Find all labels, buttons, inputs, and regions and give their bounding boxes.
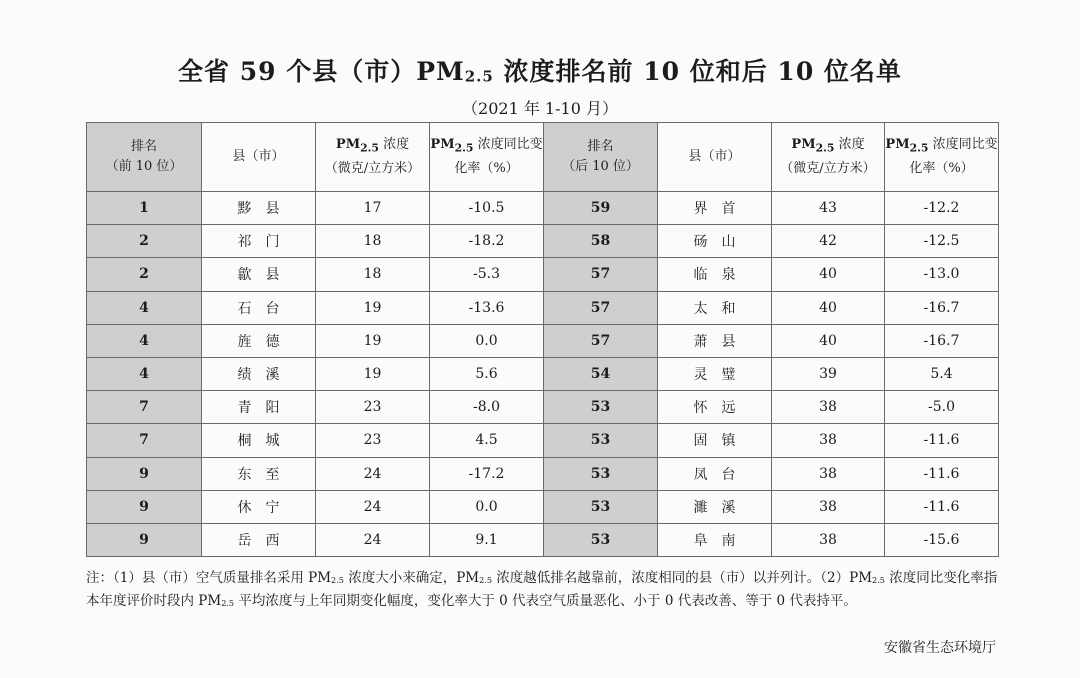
header-county-bottom: 县（市）	[658, 123, 772, 192]
top-pm-cell: 23	[316, 391, 430, 424]
top-pm-cell: 19	[316, 324, 430, 357]
top-pm-cell: 19	[316, 291, 430, 324]
page-subtitle: （2021 年 1-10 月）	[462, 99, 618, 118]
header-pm-bottom: $PM_{2.5}$ 浓度 （微克/立方米）	[772, 123, 885, 192]
bottom-county-cell: 凤台	[658, 457, 772, 490]
top-change-cell: 5.6	[430, 357, 544, 390]
top-county-cell: 休宁	[202, 490, 316, 523]
table-header-row	[87, 123, 999, 192]
header-rank-bottom: 排名 （后 10 位）	[544, 123, 658, 192]
bottom-change-cell: -11.6	[885, 457, 999, 490]
bottom-pm-cell: 40	[772, 258, 885, 291]
top-change-cell: 4.5	[430, 424, 544, 457]
top-rank-cell: 9	[87, 457, 202, 490]
bottom-change-cell: -12.5	[885, 225, 999, 258]
top-rank-cell: 2	[87, 258, 202, 291]
bottom-county-cell: 界首	[658, 192, 772, 225]
table-row	[87, 490, 999, 523]
top-rank-cell: 9	[87, 523, 202, 556]
top-rank-cell: 4	[87, 357, 202, 390]
bottom-county-cell: 萧县	[658, 324, 772, 357]
top-pm-cell: 19	[316, 357, 430, 390]
table-row	[87, 324, 999, 357]
bottom-rank-cell: 53	[544, 490, 658, 523]
bottom-rank-cell: 57	[544, 258, 658, 291]
top-rank-cell: 7	[87, 424, 202, 457]
top-pm-cell: 23	[316, 424, 430, 457]
top-county-cell: 桐城	[202, 424, 316, 457]
table-row	[87, 357, 999, 390]
top-county-cell: 旌德	[202, 324, 316, 357]
bottom-rank-cell: 57	[544, 291, 658, 324]
top-county-cell: 东至	[202, 457, 316, 490]
bottom-rank-cell: 58	[544, 225, 658, 258]
bottom-pm-cell: 38	[772, 391, 885, 424]
bottom-county-cell: 阜南	[658, 523, 772, 556]
bottom-county-cell: 怀远	[658, 391, 772, 424]
bottom-change-cell: -16.7	[885, 291, 999, 324]
top-county-cell: 岳西	[202, 523, 316, 556]
table-row	[87, 291, 999, 324]
top-pm-cell: 24	[316, 490, 430, 523]
table-row	[87, 391, 999, 424]
bottom-pm-cell: 40	[772, 324, 885, 357]
top-county-cell: 石台	[202, 291, 316, 324]
bottom-pm-cell: 38	[772, 490, 885, 523]
bottom-rank-cell: 59	[544, 192, 658, 225]
table-row	[87, 523, 999, 556]
bottom-pm-cell: 39	[772, 357, 885, 390]
top-rank-cell: 4	[87, 291, 202, 324]
issuing-organization: 安徽省生态环境厅	[884, 640, 996, 656]
header-county: 县（市）	[202, 123, 316, 192]
top-county-cell: 黟县	[202, 192, 316, 225]
bottom-change-cell: -5.0	[885, 391, 999, 424]
bottom-pm-cell: 40	[772, 291, 885, 324]
top-county-cell: 祁门	[202, 225, 316, 258]
bottom-pm-cell: 38	[772, 523, 885, 556]
top-rank-cell: 2	[87, 225, 202, 258]
footnote: 注：（1）县（市）空气质量排名采用 $PM_{2.5}$ 浓度大小来确定，$PM_{2.5}$ 浓度越低排名越靠前，浓度相同的县（市）以并列计。$(2)PM_{2.5}$ 浓度同比变化率指本年度评价时段内 $PM_{2.5}$ 平均浓度与上年同期变化幅度，变化率大于 0 代表空气质量恶化、小于 0 代表改善、等于 0 代表持平。	[86, 570, 998, 609]
top-pm-cell: 17	[316, 192, 430, 225]
bottom-change-cell: -15.6	[885, 523, 999, 556]
bottom-county-cell: 灵璧	[658, 357, 772, 390]
top-change-cell: -5.3	[430, 258, 544, 291]
top-rank-cell: 1	[87, 192, 202, 225]
top-rank-cell: 7	[87, 391, 202, 424]
bottom-county-cell: 濉溪	[658, 490, 772, 523]
bottom-pm-cell: 38	[772, 424, 885, 457]
table-row	[87, 192, 999, 225]
header-change-bottom: $PM_{2.5}$ 浓度同比变 化率（%）	[885, 123, 999, 192]
bottom-change-cell: -11.6	[885, 490, 999, 523]
top-change-cell: -8.0	[430, 391, 544, 424]
top-change-cell: 0.0	[430, 490, 544, 523]
top-pm-cell: 18	[316, 258, 430, 291]
bottom-county-cell: 临泉	[658, 258, 772, 291]
top-county-cell: 绩溪	[202, 357, 316, 390]
bottom-rank-cell: 53	[544, 457, 658, 490]
bottom-pm-cell: 43	[772, 192, 885, 225]
top-change-cell: -18.2	[430, 225, 544, 258]
top-change-cell: -10.5	[430, 192, 544, 225]
bottom-change-cell: -13.0	[885, 258, 999, 291]
top-change-cell: -13.6	[430, 291, 544, 324]
top-change-cell: 0.0	[430, 324, 544, 357]
bottom-county-cell: 太和	[658, 291, 772, 324]
bottom-rank-cell: 53	[544, 424, 658, 457]
table-row	[87, 225, 999, 258]
table-row	[87, 457, 999, 490]
top-pm-cell: 24	[316, 457, 430, 490]
bottom-pm-cell: 42	[772, 225, 885, 258]
bottom-county-cell: 砀山	[658, 225, 772, 258]
top-change-cell: -17.2	[430, 457, 544, 490]
bottom-rank-cell: 57	[544, 324, 658, 357]
header-change: $PM_{2.5}$ 浓度同比变 化率（%）	[430, 123, 544, 192]
bottom-change-cell: -11.6	[885, 424, 999, 457]
top-rank-cell: 9	[87, 490, 202, 523]
table-row	[87, 258, 999, 291]
top-county-cell: 青阳	[202, 391, 316, 424]
bottom-rank-cell: 54	[544, 357, 658, 390]
page-title: 全省 59 个县（市）$PM_{2.5}$ 浓度排名前 10 位和后 10 位名单	[178, 57, 902, 86]
bottom-pm-cell: 38	[772, 457, 885, 490]
top-county-cell: 歙县	[202, 258, 316, 291]
bottom-rank-cell: 53	[544, 523, 658, 556]
bottom-change-cell: 5.4	[885, 357, 999, 390]
header-rank-top: 排名 （前 10 位）	[87, 123, 202, 192]
header-pm: $PM_{2.5}$ 浓度 （微克/立方米）	[316, 123, 430, 192]
bottom-rank-cell: 53	[544, 391, 658, 424]
top-change-cell: 9.1	[430, 523, 544, 556]
table-row	[87, 424, 999, 457]
bottom-change-cell: -12.2	[885, 192, 999, 225]
bottom-county-cell: 固镇	[658, 424, 772, 457]
top-rank-cell: 4	[87, 324, 202, 357]
ranking-table	[86, 122, 999, 557]
top-pm-cell: 18	[316, 225, 430, 258]
top-pm-cell: 24	[316, 523, 430, 556]
bottom-change-cell: -16.7	[885, 324, 999, 357]
